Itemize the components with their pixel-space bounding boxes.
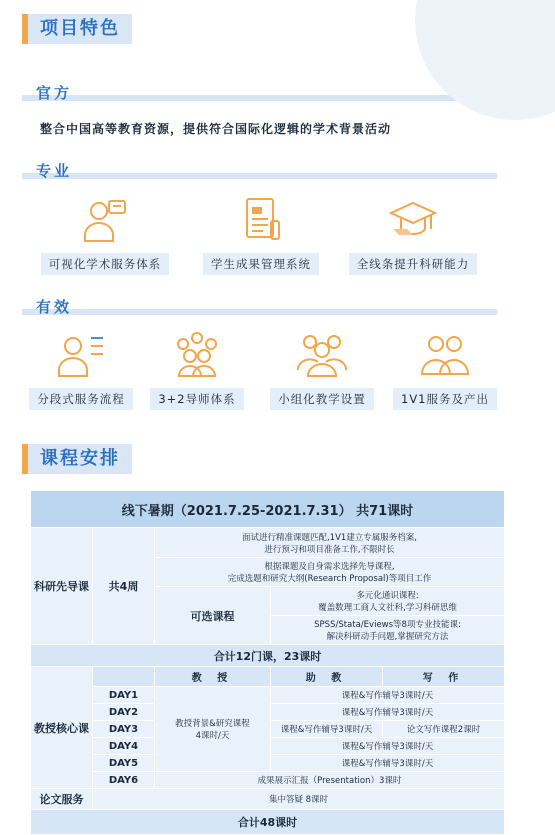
core-label: 教授核心课 bbox=[31, 667, 93, 789]
features-title: 项目特色 bbox=[28, 14, 132, 44]
consultant-chat-icon bbox=[79, 195, 131, 243]
col-professor: 教 授 bbox=[155, 667, 271, 687]
research-row-2: 根据课题及自身需求选择先导课程, 完成选题和研究大纲(Research Proposal)等项目工作 bbox=[155, 558, 505, 587]
professor-content: 教授背景&研究课程 4课时/天 bbox=[155, 687, 271, 772]
day-label: DAY4 bbox=[93, 738, 155, 755]
col-ta: 助 教 bbox=[271, 667, 383, 687]
thesis-label: 论文服务 bbox=[31, 789, 93, 810]
feature-item bbox=[40, 195, 170, 275]
day-label: DAY2 bbox=[93, 704, 155, 721]
document-icon bbox=[235, 195, 287, 243]
feature-label: 1V1服务及产出 bbox=[393, 388, 497, 410]
graduation-cap-icon bbox=[387, 195, 439, 243]
col-writing: 写 作 bbox=[383, 667, 505, 687]
feature-item bbox=[390, 330, 500, 410]
optional-course-1: 多元化通识课程: 覆盖数理工商人文社科,学习科研思维 bbox=[271, 587, 505, 616]
day6-content: 成果展示汇报（Presentation）3课时 bbox=[155, 772, 505, 789]
heading-rule bbox=[22, 309, 497, 315]
day3-writing-content: 论文写作课程2课时 bbox=[383, 721, 505, 738]
core-total: 合计48课时 bbox=[31, 810, 505, 835]
research-total: 合计12门课，23课时 bbox=[31, 645, 505, 667]
official-heading bbox=[22, 82, 497, 104]
pair-icon bbox=[419, 330, 471, 378]
ta-content: 课程&写作辅导3课时/天 bbox=[271, 755, 505, 772]
day-label: DAY3 bbox=[93, 721, 155, 738]
feature-label: 小组化教学设置 bbox=[270, 388, 374, 410]
feature-item bbox=[196, 195, 326, 275]
ta-content: 课程&写作辅导3课时/天 bbox=[271, 738, 505, 755]
schedule-title: 课程安排 bbox=[28, 444, 132, 474]
feature-item bbox=[142, 330, 252, 410]
research-label: 科研先导课 bbox=[31, 528, 93, 645]
official-title: 官方 bbox=[36, 84, 73, 102]
optional-course-2: SPSS/Stata/Eviews等8项专业技能课: 解决科研动手问题,掌握研究方法 bbox=[271, 616, 505, 645]
professional-title: 专业 bbox=[36, 162, 73, 180]
thesis-content: 集中答疑 8课时 bbox=[93, 789, 505, 810]
optional-courses-label: 可选课程 bbox=[155, 587, 271, 645]
feature-label: 可视化学术服务体系 bbox=[41, 253, 170, 275]
feature-item bbox=[348, 195, 478, 275]
features-section-header bbox=[22, 14, 142, 44]
day-label: DAY1 bbox=[93, 687, 155, 704]
day-label: DAY5 bbox=[93, 755, 155, 772]
feature-label: 全线条提升科研能力 bbox=[349, 253, 478, 275]
effective-heading bbox=[22, 296, 497, 318]
team-icon bbox=[296, 330, 348, 378]
ta-content: 课程&写作辅导3课时/天 bbox=[271, 704, 505, 721]
feature-label: 3+2导师体系 bbox=[150, 388, 243, 410]
ta-content: 课程&写作辅导3课时/天 bbox=[271, 687, 505, 704]
feature-item bbox=[262, 330, 382, 410]
research-weeks: 共4周 bbox=[93, 528, 155, 645]
research-row-1: 面试进行精准课题匹配,1V1建立专属服务档案, 进行预习和项目准备工作,不限时长 bbox=[155, 528, 505, 558]
effective-title: 有效 bbox=[36, 298, 73, 316]
person-list-icon bbox=[55, 330, 107, 378]
heading-rule bbox=[22, 95, 497, 101]
group-icon bbox=[171, 330, 223, 378]
schedule-section-header bbox=[22, 444, 142, 474]
day-label: DAY6 bbox=[93, 772, 155, 789]
day3-ta-content: 课程&写作辅导3课时/天 bbox=[271, 721, 383, 738]
schedule-header: 线下暑期（2021.7.25-2021.7.31） 共71课时 bbox=[31, 491, 505, 528]
feature-label: 分段式服务流程 bbox=[29, 388, 133, 410]
official-slogan: 整合中国高等教育资源，提供符合国际化逻辑的学术背景活动 bbox=[40, 122, 392, 136]
feature-item bbox=[26, 330, 136, 410]
feature-label: 学生成果管理系统 bbox=[203, 253, 319, 275]
schedule-table bbox=[30, 490, 505, 835]
professional-heading bbox=[22, 160, 497, 182]
empty-cell bbox=[93, 667, 155, 687]
heading-rule bbox=[22, 173, 497, 179]
